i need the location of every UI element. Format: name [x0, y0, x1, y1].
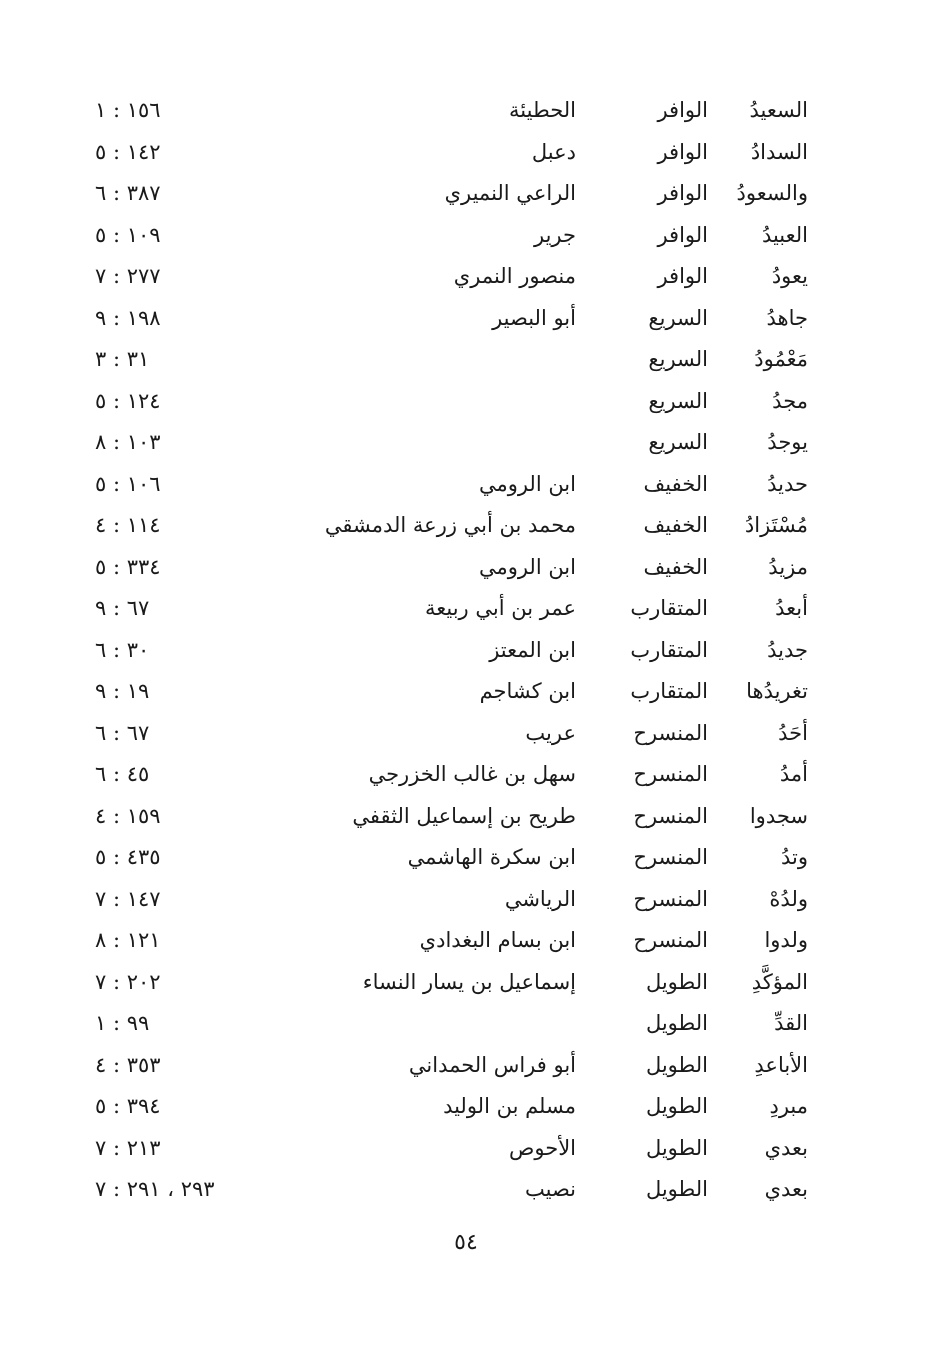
- index-row: [0, 1169, 932, 1211]
- index-row: [0, 671, 932, 713]
- index-row: [0, 464, 932, 506]
- meter-name: السريع: [648, 305, 708, 330]
- index-row: [0, 920, 932, 962]
- poet-name: الأحوص: [508, 1135, 576, 1160]
- reference: ٣١ : ٣: [95, 347, 150, 371]
- rhyme-word: المؤكَّدِ: [751, 969, 808, 994]
- meter-name: المنسرح: [633, 928, 708, 952]
- meter-name: المنسرح: [633, 720, 708, 745]
- rhyme-word: أحَدُ: [778, 720, 808, 745]
- rhyme-word: يوجدُ: [767, 430, 808, 454]
- meter-name: الوافر: [657, 264, 708, 288]
- reference: ١٠٣ : ٨: [95, 430, 161, 454]
- rhyme-word: مبردِ: [769, 1094, 808, 1118]
- reference: ٩٩ : ١: [95, 1011, 150, 1035]
- meter-name: الوافر: [657, 222, 708, 247]
- index-row: [0, 1128, 932, 1170]
- reference: ١٩٨ : ٩: [95, 305, 161, 330]
- rhyme-word: السدادُ: [750, 139, 808, 164]
- rhyme-word: أمدُ: [779, 762, 808, 786]
- index-row: [0, 1086, 932, 1128]
- meter-name: الخفيف: [643, 471, 708, 496]
- reference: ٢٠٢ : ٧: [95, 969, 161, 994]
- reference: ١٤٧ : ٧: [95, 886, 161, 911]
- index-row: [0, 215, 932, 257]
- index-row: [0, 547, 932, 589]
- meter-name: الطويل: [645, 1052, 708, 1077]
- poet-name: محمد بن أبي زرعة الدمشقي: [324, 513, 576, 537]
- reference: ١٥٩ : ٤: [95, 803, 161, 828]
- meter-name: السريع: [648, 430, 708, 454]
- poet-name: ابن المعتز: [489, 637, 576, 662]
- index-row: [0, 837, 932, 879]
- reference: ٢٧٧ : ٧: [95, 264, 161, 288]
- index-row: [0, 298, 932, 340]
- rhyme-word: أبعدُ: [775, 596, 808, 620]
- meter-name: المنسرح: [633, 886, 708, 911]
- index-row: [0, 754, 932, 796]
- poet-name: نصيب: [524, 1177, 576, 1201]
- index-row: [0, 422, 932, 464]
- meter-name: الطويل: [645, 1094, 708, 1118]
- index-row: [0, 256, 932, 298]
- page-number: ٥٤: [454, 1230, 478, 1255]
- poet-name: ابن الرومي: [478, 554, 576, 579]
- poet-name: الراعي النميري: [444, 181, 576, 205]
- rhyme-word: يعودُ: [771, 264, 808, 288]
- poet-name: مسلم بن الوليد: [443, 1094, 576, 1118]
- reference: ١٢١ : ٨: [95, 928, 161, 952]
- meter-name: الوافر: [657, 98, 708, 122]
- meter-name: السريع: [648, 388, 708, 413]
- index-row: [0, 796, 932, 838]
- reference: ١٩ : ٩: [95, 679, 150, 703]
- rhyme-word: تغريدُها: [746, 679, 808, 703]
- rhyme-word: وتدُ: [780, 845, 808, 869]
- rhyme-word: مزيدُ: [768, 554, 808, 579]
- index-row: [0, 132, 932, 174]
- index-row: [0, 630, 932, 672]
- poet-name: أبو فراس الحمداني: [408, 1052, 576, 1077]
- reference: ١٥٦ : ١: [95, 98, 161, 122]
- rhyme-word: السعيدُ: [749, 98, 808, 122]
- poet-name: ابن الرومي: [478, 471, 576, 496]
- poet-name: عمر بن أبي ربيعة: [424, 596, 576, 620]
- poet-name: الحطيئة: [509, 98, 576, 122]
- rhyme-word: سجدوا: [749, 803, 808, 828]
- meter-name: الخفيف: [643, 513, 708, 537]
- poet-name: سهل بن غالب الخزرجي: [368, 762, 576, 786]
- meter-name: المنسرح: [633, 845, 708, 869]
- meter-name: الخفيف: [643, 554, 708, 579]
- index-row: [0, 588, 932, 630]
- meter-name: الطويل: [645, 1011, 708, 1035]
- rhyme-word: جديدُ: [767, 637, 808, 662]
- index-row: [0, 505, 932, 547]
- reference: ٣٠ : ٦: [95, 637, 150, 662]
- meter-name: الطويل: [645, 969, 708, 994]
- rhyme-word: مُسْتَزادُ: [744, 513, 808, 537]
- poet-name: عريب: [525, 720, 576, 745]
- index-row: [0, 1045, 932, 1087]
- rhyme-index-table: [0, 90, 932, 1211]
- reference: ٣٣٤ : ٥: [95, 554, 161, 579]
- rhyme-word: ولدُهْ: [769, 886, 808, 911]
- meter-name: الوافر: [657, 139, 708, 164]
- poet-name: ابن سكرة الهاشمي: [407, 845, 576, 869]
- index-row: [0, 879, 932, 921]
- rhyme-word: مجدُ: [772, 388, 808, 413]
- reference: ١٢٤ : ٥: [95, 388, 161, 413]
- reference: ٦٧ : ٦: [95, 720, 150, 745]
- rhyme-word: حديدُ: [767, 471, 808, 496]
- meter-name: المنسرح: [633, 762, 708, 786]
- meter-name: الوافر: [657, 181, 708, 205]
- index-row: [0, 339, 932, 381]
- index-row: [0, 713, 932, 755]
- index-row: [0, 381, 932, 423]
- reference: ١٠٦ : ٥: [95, 471, 161, 496]
- reference: ١٤٢ : ٥: [95, 139, 161, 164]
- rhyme-word: والسعودُ: [736, 181, 808, 205]
- index-row: [0, 1003, 932, 1045]
- meter-name: السريع: [648, 347, 708, 371]
- reference: ٤٥ : ٦: [95, 762, 150, 786]
- poet-name: جرير: [534, 222, 576, 247]
- rhyme-word: القدِّ: [774, 1011, 808, 1035]
- poet-name: منصور النمري: [453, 264, 576, 288]
- rhyme-word: العبيدُ: [761, 222, 808, 247]
- poet-name: الرياشي: [504, 886, 576, 911]
- reference: ٢١٣ : ٧: [95, 1135, 161, 1160]
- meter-name: المنسرح: [633, 803, 708, 828]
- rhyme-word: ولدوا: [764, 928, 808, 952]
- meter-name: المتقارب: [630, 637, 708, 662]
- poet-name: دعبل: [531, 139, 576, 164]
- rhyme-word: الأباعدِ: [754, 1052, 808, 1077]
- poet-name: ابن بسام البغدادي: [419, 928, 576, 952]
- rhyme-word: جاهدُ: [766, 305, 808, 330]
- reference: ١١٤ : ٤: [95, 513, 161, 537]
- reference: ٦٧ : ٩: [95, 596, 150, 620]
- meter-name: المتقارب: [630, 679, 708, 703]
- reference: ٣٩٤ : ٥: [95, 1094, 161, 1118]
- rhyme-word: بعدي: [764, 1177, 808, 1201]
- rhyme-word: مَعْمُودُ: [754, 347, 808, 371]
- meter-name: الطويل: [645, 1135, 708, 1160]
- reference: ٣٨٧ : ٦: [95, 181, 161, 205]
- poet-name: أبو البصير: [492, 305, 576, 330]
- meter-name: المتقارب: [630, 596, 708, 620]
- poet-name: ابن كشاجم: [479, 679, 576, 703]
- poet-name: طريح بن إسماعيل الثقفي: [352, 803, 576, 828]
- poet-name: إسماعيل بن يسار النساء: [362, 969, 576, 994]
- index-row: [0, 173, 932, 215]
- meter-name: الطويل: [645, 1177, 708, 1201]
- reference: ٣٥٣ : ٤: [95, 1052, 161, 1077]
- reference: ١٠٩ : ٥: [95, 222, 161, 247]
- index-row: [0, 90, 932, 132]
- rhyme-word: بعدي: [764, 1135, 808, 1160]
- index-row: [0, 962, 932, 1004]
- reference: ٤٣٥ : ٥: [95, 845, 161, 869]
- reference: ٢٩٣ ، ٢٩١ : ٧: [95, 1177, 215, 1201]
